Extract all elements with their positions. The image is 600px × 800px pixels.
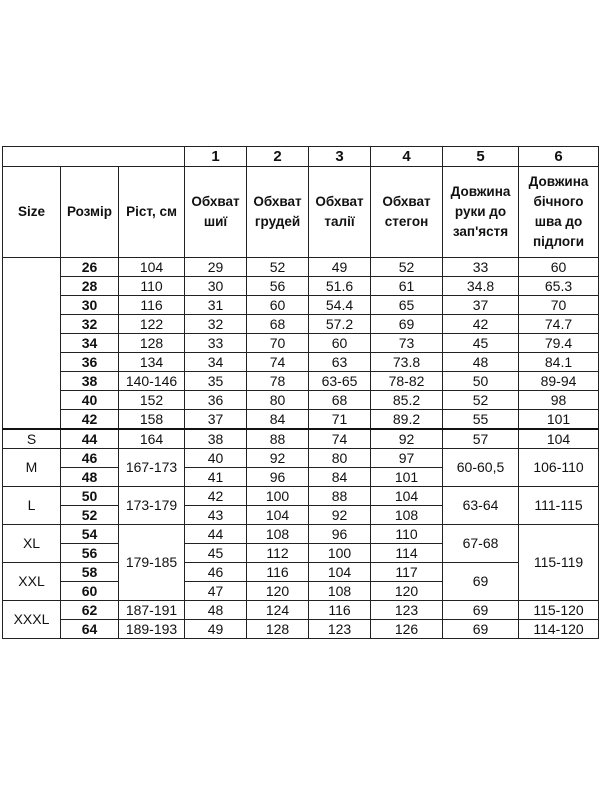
chest-cell: 116 — [247, 563, 309, 582]
waist-cell: 100 — [309, 544, 371, 563]
chest-cell: 100 — [247, 487, 309, 506]
waist-cell: 104 — [309, 563, 371, 582]
table-row — [3, 315, 599, 334]
side-cell: 104 — [519, 429, 599, 449]
header-waist: Обхват талії — [309, 167, 371, 258]
hips-cell: 97 — [371, 449, 443, 468]
header-hips: Обхват стегон — [371, 167, 443, 258]
hips-cell: 89.2 — [371, 410, 443, 430]
arm-cell: 69 — [443, 620, 519, 639]
chest-cell: 120 — [247, 582, 309, 601]
side-cell: 115-120 — [519, 601, 599, 620]
neck-cell: 35 — [185, 372, 247, 391]
chest-cell: 104 — [247, 506, 309, 525]
height-cell: 110 — [119, 277, 185, 296]
header-side-seam: Довжина бічного шва до підлоги — [519, 167, 599, 258]
hips-cell: 65 — [371, 296, 443, 315]
table-row — [3, 563, 599, 582]
chest-cell: 74 — [247, 353, 309, 372]
arm-cell: 69 — [443, 563, 519, 601]
neck-cell: 30 — [185, 277, 247, 296]
table-row — [3, 353, 599, 372]
neck-cell: 42 — [185, 487, 247, 506]
waist-cell: 84 — [309, 468, 371, 487]
side-cell: 106-110 — [519, 449, 599, 487]
neck-cell: 31 — [185, 296, 247, 315]
razmir-cell: 34 — [61, 334, 119, 353]
hips-cell: 110 — [371, 525, 443, 544]
waist-cell: 108 — [309, 582, 371, 601]
arm-cell: 69 — [443, 601, 519, 620]
arm-cell: 33 — [443, 258, 519, 277]
waist-cell: 51.6 — [309, 277, 371, 296]
waist-cell: 92 — [309, 506, 371, 525]
height-cell: 128 — [119, 334, 185, 353]
size-cell-empty — [3, 258, 61, 430]
header-neck: Обхват шиї — [185, 167, 247, 258]
neck-cell: 32 — [185, 315, 247, 334]
waist-cell: 88 — [309, 487, 371, 506]
side-cell: 98 — [519, 391, 599, 410]
razmir-cell: 48 — [61, 468, 119, 487]
size-cell: XXXL — [3, 601, 61, 639]
arm-cell: 37 — [443, 296, 519, 315]
arm-cell: 57 — [443, 429, 519, 449]
arm-cell: 60-60,5 — [443, 449, 519, 487]
height-cell: 122 — [119, 315, 185, 334]
header-chest: Обхват грудей — [247, 167, 309, 258]
hips-cell: 52 — [371, 258, 443, 277]
chest-cell: 60 — [247, 296, 309, 315]
chest-cell: 70 — [247, 334, 309, 353]
razmir-cell: 54 — [61, 525, 119, 544]
neck-cell: 45 — [185, 544, 247, 563]
arm-cell: 67-68 — [443, 525, 519, 563]
hips-cell: 73.8 — [371, 353, 443, 372]
height-cell: 116 — [119, 296, 185, 315]
column-number-row — [3, 147, 599, 167]
razmir-cell: 32 — [61, 315, 119, 334]
side-cell: 114-120 — [519, 620, 599, 639]
arm-cell: 45 — [443, 334, 519, 353]
neck-cell: 34 — [185, 353, 247, 372]
arm-cell: 48 — [443, 353, 519, 372]
neck-cell: 44 — [185, 525, 247, 544]
chest-cell: 68 — [247, 315, 309, 334]
size-chart-table — [2, 146, 599, 639]
razmir-cell: 64 — [61, 620, 119, 639]
height-cell: 167-173 — [119, 449, 185, 487]
waist-cell: 63 — [309, 353, 371, 372]
chest-cell: 96 — [247, 468, 309, 487]
side-cell: 60 — [519, 258, 599, 277]
neck-cell: 29 — [185, 258, 247, 277]
size-cell: M — [3, 449, 61, 487]
column-number: 6 — [519, 147, 599, 167]
table-row — [3, 334, 599, 353]
arm-cell: 63-64 — [443, 487, 519, 525]
hips-cell: 73 — [371, 334, 443, 353]
side-cell: 65.3 — [519, 277, 599, 296]
side-cell: 70 — [519, 296, 599, 315]
height-cell: 140-146 — [119, 372, 185, 391]
height-cell: 164 — [119, 429, 185, 449]
waist-cell: 63-65 — [309, 372, 371, 391]
hips-cell: 78-82 — [371, 372, 443, 391]
hips-cell: 61 — [371, 277, 443, 296]
chest-cell: 88 — [247, 429, 309, 449]
height-cell: 158 — [119, 410, 185, 430]
side-cell: 111-115 — [519, 487, 599, 525]
razmir-cell: 36 — [61, 353, 119, 372]
chest-cell: 52 — [247, 258, 309, 277]
header-razmir: Розмір — [61, 167, 119, 258]
hips-cell: 85.2 — [371, 391, 443, 410]
razmir-cell: 58 — [61, 563, 119, 582]
column-number: 3 — [309, 147, 371, 167]
neck-cell: 41 — [185, 468, 247, 487]
table-row — [3, 601, 599, 620]
height-cell: 134 — [119, 353, 185, 372]
neck-cell: 40 — [185, 449, 247, 468]
waist-cell: 116 — [309, 601, 371, 620]
waist-cell: 80 — [309, 449, 371, 468]
hips-cell: 123 — [371, 601, 443, 620]
waist-cell: 71 — [309, 410, 371, 430]
table-row — [3, 296, 599, 315]
hips-cell: 120 — [371, 582, 443, 601]
chest-cell: 78 — [247, 372, 309, 391]
arm-cell: 50 — [443, 372, 519, 391]
waist-cell: 49 — [309, 258, 371, 277]
neck-cell: 49 — [185, 620, 247, 639]
column-number: 5 — [443, 147, 519, 167]
arm-cell: 55 — [443, 410, 519, 430]
height-cell: 179-185 — [119, 525, 185, 601]
neck-cell: 33 — [185, 334, 247, 353]
size-cell: XXL — [3, 563, 61, 601]
razmir-cell: 28 — [61, 277, 119, 296]
arm-cell: 34.8 — [443, 277, 519, 296]
header-arm: Довжина руки до зап'ястя — [443, 167, 519, 258]
razmir-cell: 50 — [61, 487, 119, 506]
chest-cell: 108 — [247, 525, 309, 544]
size-cell: XL — [3, 525, 61, 563]
hips-cell: 126 — [371, 620, 443, 639]
column-number: 2 — [247, 147, 309, 167]
chest-cell: 84 — [247, 410, 309, 430]
height-cell: 187-191 — [119, 601, 185, 620]
neck-cell: 38 — [185, 429, 247, 449]
neck-cell: 43 — [185, 506, 247, 525]
height-cell: 189-193 — [119, 620, 185, 639]
razmir-cell: 42 — [61, 410, 119, 430]
razmir-cell: 40 — [61, 391, 119, 410]
hips-cell: 117 — [371, 563, 443, 582]
waist-cell: 96 — [309, 525, 371, 544]
hips-cell: 108 — [371, 506, 443, 525]
arm-cell: 42 — [443, 315, 519, 334]
hips-cell: 69 — [371, 315, 443, 334]
height-cell: 152 — [119, 391, 185, 410]
blank-header-cell — [3, 147, 185, 167]
waist-cell: 57.2 — [309, 315, 371, 334]
size-cell: L — [3, 487, 61, 525]
waist-cell: 54.4 — [309, 296, 371, 315]
neck-cell: 37 — [185, 410, 247, 430]
table-row — [3, 449, 599, 468]
razmir-cell: 60 — [61, 582, 119, 601]
neck-cell: 48 — [185, 601, 247, 620]
table-row — [3, 277, 599, 296]
razmir-cell: 26 — [61, 258, 119, 277]
table-row — [3, 410, 599, 430]
razmir-cell: 52 — [61, 506, 119, 525]
table-row — [3, 372, 599, 391]
waist-cell: 74 — [309, 429, 371, 449]
razmir-cell: 44 — [61, 429, 119, 449]
razmir-cell: 38 — [61, 372, 119, 391]
razmir-cell: 62 — [61, 601, 119, 620]
side-cell: 84.1 — [519, 353, 599, 372]
height-cell: 104 — [119, 258, 185, 277]
chest-cell: 56 — [247, 277, 309, 296]
column-number: 4 — [371, 147, 443, 167]
hips-cell: 104 — [371, 487, 443, 506]
table-row — [3, 487, 599, 506]
hips-cell: 114 — [371, 544, 443, 563]
height-cell: 173-179 — [119, 487, 185, 525]
table-row — [3, 258, 599, 277]
table-row — [3, 391, 599, 410]
razmir-cell: 46 — [61, 449, 119, 468]
side-cell: 89-94 — [519, 372, 599, 391]
chest-cell: 112 — [247, 544, 309, 563]
waist-cell: 60 — [309, 334, 371, 353]
size-cell: S — [3, 429, 61, 449]
table-row — [3, 429, 599, 449]
hips-cell: 101 — [371, 468, 443, 487]
waist-cell: 68 — [309, 391, 371, 410]
chest-cell: 124 — [247, 601, 309, 620]
table-row — [3, 525, 599, 544]
hips-cell: 92 — [371, 429, 443, 449]
header-size: Size — [3, 167, 61, 258]
column-number: 1 — [185, 147, 247, 167]
side-cell: 74.7 — [519, 315, 599, 334]
neck-cell: 36 — [185, 391, 247, 410]
arm-cell: 52 — [443, 391, 519, 410]
chest-cell: 80 — [247, 391, 309, 410]
neck-cell: 46 — [185, 563, 247, 582]
razmir-cell: 56 — [61, 544, 119, 563]
header-row — [3, 167, 599, 258]
chest-cell: 92 — [247, 449, 309, 468]
side-cell: 115-119 — [519, 525, 599, 601]
side-cell: 79.4 — [519, 334, 599, 353]
razmir-cell: 30 — [61, 296, 119, 315]
header-height: Ріст, см — [119, 167, 185, 258]
neck-cell: 47 — [185, 582, 247, 601]
side-cell: 101 — [519, 410, 599, 430]
chest-cell: 128 — [247, 620, 309, 639]
waist-cell: 123 — [309, 620, 371, 639]
table-row — [3, 620, 599, 639]
